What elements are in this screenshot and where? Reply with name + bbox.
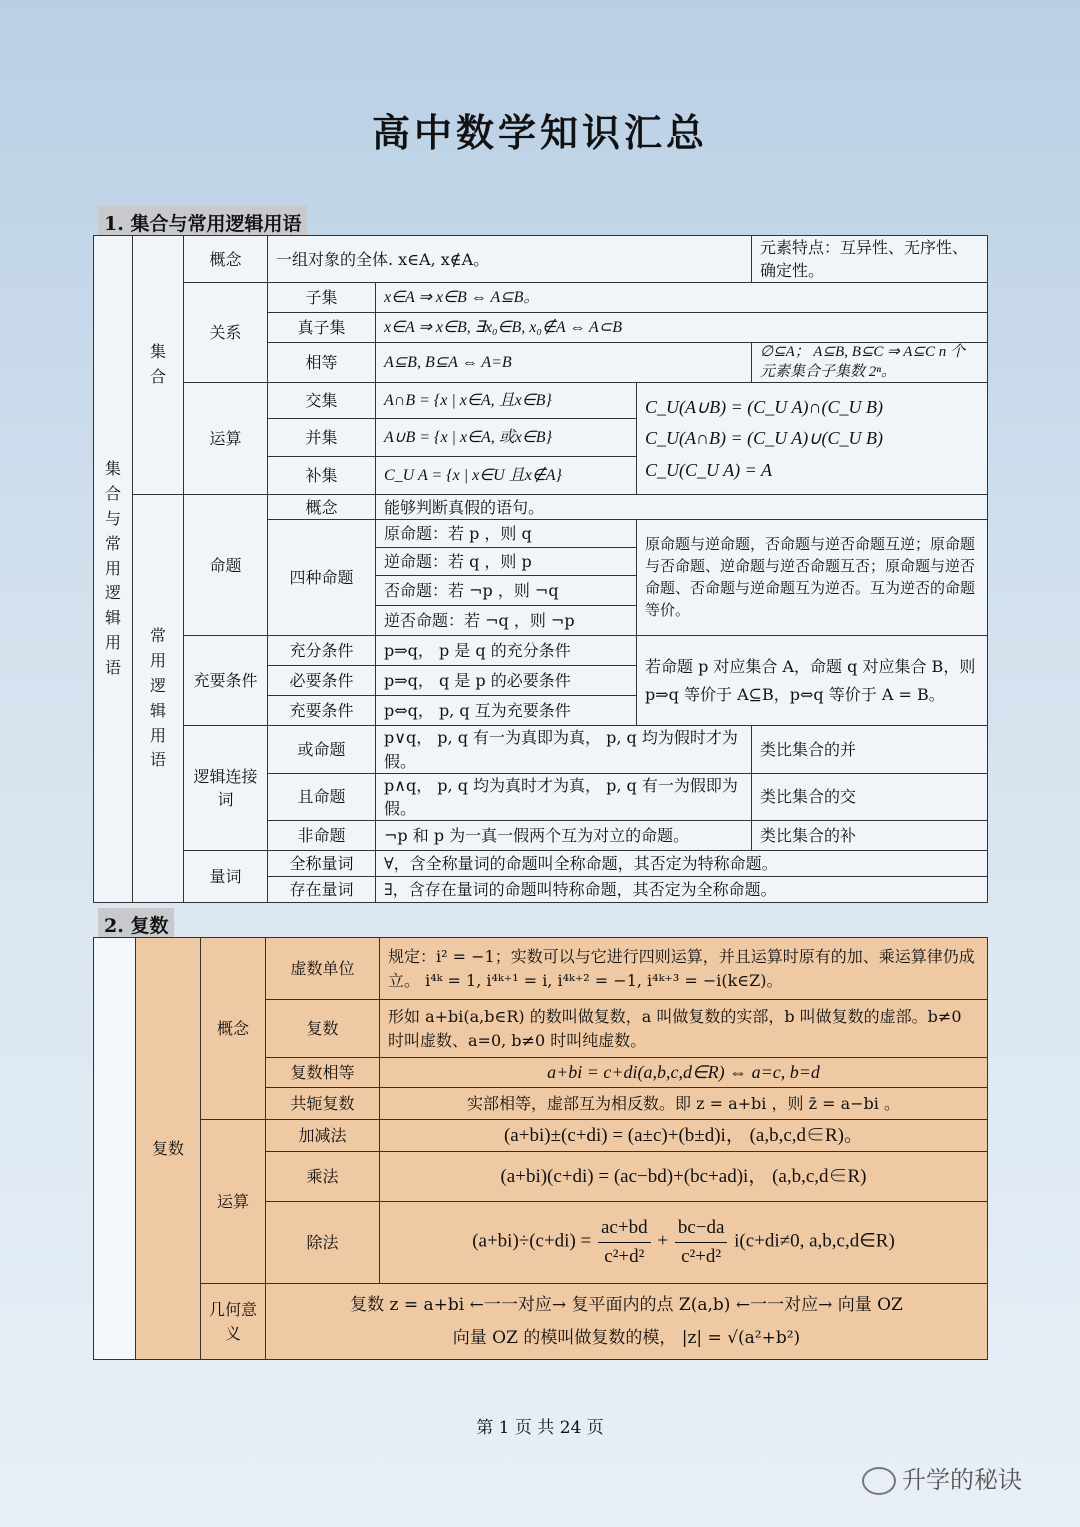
connective-label: 逻辑连接词 <box>184 726 268 851</box>
complex-number-table <box>93 937 988 1360</box>
contrapositive-proposition: 逆否命题：若 ¬q ，则 ¬p <box>376 606 637 636</box>
div-numerator-1: ac+bd <box>598 1214 651 1243</box>
and-text: p∧q， p, q 均为真时才为真， p, q 有一为假即为假。 <box>376 773 752 820</box>
element-traits: 元素特点：互异性、无序性、确定性。 <box>752 236 988 283</box>
div-fraction-1 <box>598 1214 651 1270</box>
div-label: 除法 <box>266 1202 380 1284</box>
complement-label: 补集 <box>268 457 376 495</box>
union-label: 并集 <box>268 419 376 457</box>
complex-equal-label: 复数相等 <box>266 1058 380 1088</box>
prop-concept-label: 概念 <box>268 495 376 520</box>
div-denominator-2: c²+d² <box>681 1246 722 1267</box>
addsub-text: (a+bi)±(c+di) = (a±c)+(b±d)i， (a,b,c,d∈R)。 <box>380 1120 988 1152</box>
section-1-heading: 1. 集合与常用逻辑用语 <box>98 206 307 239</box>
not-label: 非命题 <box>268 821 376 851</box>
complex-def-label: 复数 <box>266 1000 380 1058</box>
logic-category-label: 常 用 逻 辑 用 语 <box>133 495 184 903</box>
sufficient-label: 充分条件 <box>268 636 376 666</box>
div-lhs: (a+bi)÷(c+di) = <box>472 1230 592 1252</box>
sufficient-text: p⇒q， p 是 q 的充分条件 <box>376 636 637 666</box>
union-formula: A∪B = {x | x∈A, 或x∈B} <box>376 419 637 457</box>
condition-label: 充要条件 <box>184 636 268 726</box>
page-footer: 第 1 页 共 24 页 <box>476 1418 604 1438</box>
geometry-text <box>266 1284 988 1360</box>
and-label: 且命题 <box>268 773 376 820</box>
existential-label: 存在量词 <box>268 877 376 903</box>
relation-notes: ∅⊆A； A⊆B, B⊆C ⇒ A⊆C n 个元素集合子集数 2ⁿ。 <box>752 343 988 383</box>
subset-label: 子集 <box>268 283 376 313</box>
concept-label: 概念 <box>184 236 268 283</box>
div-fraction-2 <box>675 1214 728 1270</box>
sets-logic-table <box>93 235 988 903</box>
imag-unit-text: 规定：i² = −1；实数可以与它进行四则运算，并且运算时原有的加、乘运算律仍成立。 i⁴ᵏ = 1, i⁴ᵏ⁺¹ = i, i⁴ᵏ⁺² = −1, i⁴ᵏ⁺³ = −i(k∈Z)。 <box>380 938 988 1000</box>
complex-equal-text: a+bi = c+di(a,b,c,d∈R) ⇔ a=c, b=d <box>380 1058 988 1088</box>
subset-formula: x∈A ⇒ x∈B ⇔ A⊆B。 <box>376 283 988 313</box>
conjugate-label: 共轭复数 <box>266 1088 380 1120</box>
or-label: 或命题 <box>268 726 376 773</box>
operation-label: 运算 <box>184 383 268 495</box>
section-2-heading: 2. 复数 <box>98 908 174 941</box>
div-denominator-1: c²+d² <box>604 1246 645 1267</box>
quantifier-label: 量词 <box>184 851 268 903</box>
not-text: ¬p 和 p 为一真一假两个互为对立的命题。 <box>376 821 752 851</box>
watermark: 升学的秘诀 <box>862 1460 1022 1495</box>
div-numerator-2: bc−da <box>675 1214 728 1243</box>
conjugate-text: 实部相等，虚部互为相反数。即 z = a+bi ，则 z̄ = a−bi 。 <box>380 1088 988 1120</box>
converse-proposition: 逆命题：若 q ，则 p <box>376 548 637 576</box>
geometry-label: 几何意义 <box>201 1284 266 1360</box>
geometry-line-1: 复数 z = a+bi ←一一对应→ 复平面内的点 Z(a,b) ←一一对应→ 向量 OZ <box>350 1295 903 1316</box>
complex-def-text: 形如 a+bi(a,b∈R) 的数叫做复数，a 叫做复数的实部，b 叫做复数的虚部。b≠0 时叫虚数、a=0, b≠0 时叫纯虚数。 <box>380 1000 988 1058</box>
addsub-label: 加减法 <box>266 1120 380 1152</box>
equal-label: 相等 <box>268 343 376 383</box>
necessary-text: p⇒q， q 是 p 的必要条件 <box>376 666 637 696</box>
mul-text: (a+bi)(c+di) = (ac−bd)+(bc+ad)i， (a,b,c,d∈R) <box>380 1152 988 1202</box>
four-props-label: 四种命题 <box>268 520 376 636</box>
geometry-line-2: 向量 OZ 的模叫做复数的模， |z| = √(a²+b²) <box>452 1327 801 1348</box>
existential-text: ∃，含存在量词的命题叫特称命题，其否定为全称命题。 <box>376 877 988 903</box>
universal-text: ∀，含全称量词的命题叫全称命题，其否定为特称命题。 <box>376 851 988 877</box>
set-category-label: 集 合 <box>133 236 184 495</box>
demorgan-laws: C_U(A∪B) = (C_U A)∩(C_U B) C_U(A∩B) = (C_U A)∪(C_U B) C_U(C_U A) = A <box>637 383 988 495</box>
mul-label: 乘法 <box>266 1152 380 1202</box>
page-title: 高中数学知识汇总 <box>371 110 708 155</box>
relation-label: 关系 <box>184 283 268 383</box>
div-tail: i(c+di≠0, a,b,c,d∈R) <box>734 1230 895 1252</box>
necessary-label: 必要条件 <box>268 666 376 696</box>
universal-label: 全称量词 <box>268 851 376 877</box>
complex-operation-label: 运算 <box>201 1120 266 1284</box>
inverse-proposition: 否命题：若 ¬p ，则 ¬q <box>376 576 637 606</box>
div-formula <box>380 1202 988 1284</box>
four-props-note: 原命题与逆命题，否命题与逆否命题互逆；原命题与否命题、逆命题与逆否命题互否；原命题与逆否命题、否命题与逆命题互为逆否。互为逆否的命题等价。 <box>637 520 988 636</box>
div-plus: + <box>657 1230 669 1252</box>
not-note: 类比集合的补 <box>752 821 988 851</box>
complex-concept-label: 概念 <box>201 938 266 1120</box>
complement-formula: C_U A = {x | x∈U 且x∉A} <box>376 457 637 495</box>
intersection-formula: A∩B = {x | x∈A, 且x∈B} <box>376 383 637 419</box>
iff-text: p⇔q， p, q 互为充要条件 <box>376 696 637 726</box>
concept-text: 一组对象的全体. x∈A, x∉A。 <box>268 236 752 283</box>
complex-main-label: 复数 <box>136 938 201 1360</box>
original-proposition: 原命题：若 p ，则 q <box>376 520 637 548</box>
big-category-label: 集 合 与 常 用 逻 辑 用 语 <box>94 236 133 903</box>
equal-formula: A⊆B, B⊆A ⇔ A=B <box>376 343 752 383</box>
or-text: p∨q， p, q 有一为真即为真， p, q 均为假时才为假。 <box>376 726 752 773</box>
and-note: 类比集合的交 <box>752 773 988 820</box>
wechat-icon <box>862 1467 896 1495</box>
condition-note: 若命题 p 对应集合 A，命题 q 对应集合 B，则 p⇒q 等价于 A⊆B，p⇔q 等价于 A = B。 <box>637 636 988 726</box>
prop-concept-text: 能够判断真假的语句。 <box>376 495 988 520</box>
proposition-label: 命题 <box>184 495 268 636</box>
proper-subset-formula: x∈A ⇒ x∈B, ∃x₀∈B, x₀∉A ⇔ A⊂B <box>376 313 988 343</box>
blank-left-column <box>94 938 136 1360</box>
iff-label: 充要条件 <box>268 696 376 726</box>
or-note: 类比集合的并 <box>752 726 988 773</box>
proper-subset-label: 真子集 <box>268 313 376 343</box>
intersection-label: 交集 <box>268 383 376 419</box>
imag-unit-label: 虚数单位 <box>266 938 380 1000</box>
